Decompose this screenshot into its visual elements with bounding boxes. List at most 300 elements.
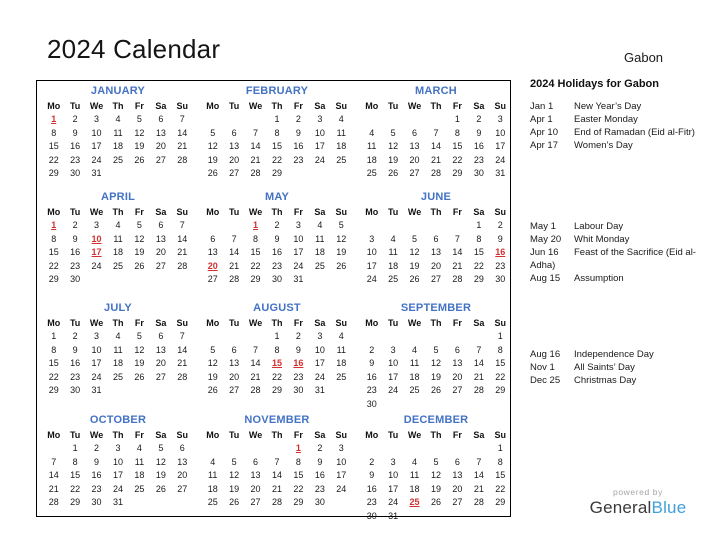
weekday-label: Mo	[206, 207, 220, 217]
date-cell: 10	[314, 127, 325, 138]
date-cell: 4	[136, 443, 142, 453]
empty-cell	[202, 113, 223, 127]
date-cell: 28	[177, 154, 188, 165]
date-cell: 8	[51, 127, 57, 138]
date-cell: 15	[70, 470, 81, 480]
weekday-label: Fr	[134, 207, 144, 217]
month-title: MARCH	[415, 85, 457, 97]
date-cell: 21	[473, 371, 484, 382]
holiday-item-name: All Saints’ Day	[574, 362, 635, 373]
date-cell: 13	[229, 141, 240, 151]
date-cell: 23	[293, 154, 304, 165]
country-label: Gabon	[624, 50, 664, 65]
date-cell: 15	[473, 247, 484, 257]
date-cell: 7	[253, 344, 259, 355]
date-cell: 10	[91, 344, 102, 355]
date-cell: 21	[177, 247, 188, 257]
weekday-label: Th	[271, 430, 283, 440]
date-cell: 9	[369, 358, 375, 368]
date-cell: 8	[497, 344, 503, 355]
date-cell: 23	[70, 154, 81, 165]
date-cell: 16	[366, 483, 377, 494]
date-cell: 23	[473, 154, 484, 165]
date-cell: 21	[177, 358, 188, 368]
date-cell: 26	[134, 154, 145, 165]
date-cell: 28	[473, 385, 484, 395]
date-cell: 26	[207, 168, 218, 178]
date-cell: 1	[274, 331, 280, 341]
weekday-label: We	[89, 430, 104, 440]
date-cell: 31	[91, 168, 102, 178]
month-september	[361, 301, 511, 413]
date-cell: 27	[155, 154, 166, 165]
holiday-item-date: Jan 1	[530, 101, 554, 112]
weekday-label: Mo	[47, 207, 61, 217]
date-cell: 18	[207, 483, 218, 494]
date-cell: 18	[314, 247, 325, 257]
date-cell: 14	[177, 344, 188, 355]
date-cell: 29	[48, 168, 59, 178]
empty-cell	[382, 219, 403, 233]
date-cell: 29	[293, 497, 304, 507]
empty-cell	[245, 330, 266, 344]
date-cell: 24	[293, 260, 304, 271]
date-cell: 6	[433, 233, 439, 244]
weekday-label: We	[89, 207, 104, 217]
date-cell: 18	[409, 483, 420, 494]
date-cell: 5	[390, 127, 396, 138]
date-cell: 15	[495, 358, 506, 368]
date-cell: 3	[94, 114, 100, 124]
date-cell: 14	[452, 247, 463, 257]
date-cell: 18	[409, 371, 420, 382]
weekday-label: Tu	[387, 318, 399, 328]
weekday-label: Fr	[134, 101, 144, 111]
month-grid	[361, 205, 511, 287]
date-cell: 17	[293, 247, 304, 257]
date-cell: 19	[134, 141, 145, 151]
weekday-label: Su	[494, 101, 507, 111]
holiday-item-name: Whit Monday	[574, 234, 630, 245]
date-cell: 29	[452, 168, 463, 178]
date-cell: 7	[476, 456, 482, 467]
date-cell: 6	[454, 344, 460, 355]
month-title: JULY	[104, 302, 132, 314]
date-cell: 15	[495, 470, 506, 480]
date-cell: 2	[369, 456, 375, 467]
weekday-label: Fr	[452, 101, 462, 111]
month-title: JUNE	[420, 191, 452, 203]
date-cell: 18	[112, 141, 123, 151]
date-cell: 29	[495, 497, 506, 507]
empty-cell	[223, 219, 244, 233]
date-cell: 9	[94, 456, 100, 467]
date-cell: 7	[179, 220, 185, 230]
date-cell: 3	[390, 456, 396, 467]
date-cell: 27	[155, 371, 166, 382]
date-cell: 23	[70, 371, 81, 382]
date-cell: 29	[70, 497, 81, 507]
date-cell: 10	[388, 358, 399, 368]
date-cell: 25	[112, 260, 123, 271]
date-cell: 1	[72, 443, 78, 453]
weekday-label: Sa	[314, 101, 326, 111]
date-cell: 10	[336, 456, 347, 467]
month-grid	[202, 316, 352, 398]
date-cell: 19	[229, 483, 240, 494]
date-cell: 22	[48, 260, 59, 271]
weekday-label: Th	[430, 207, 442, 217]
weekday-label: Mo	[365, 318, 379, 328]
month-title: NOVEMBER	[244, 414, 310, 426]
brand-blue: Blue	[651, 498, 687, 517]
weekday-label: Th	[430, 430, 442, 440]
holiday-item-name: Feast of the Sacrifice (Eid al-Adha)	[530, 247, 696, 271]
date-cell: 7	[274, 456, 280, 467]
date-cell: 13	[430, 247, 441, 257]
date-cell: 11	[315, 233, 325, 244]
date-cell: 21	[473, 483, 484, 494]
weekday-label: Sa	[314, 430, 326, 440]
date-cell: 16	[473, 141, 484, 151]
weekday-label: Th	[112, 318, 124, 328]
weekday-label: Mo	[206, 101, 220, 111]
weekday-label: Tu	[69, 430, 81, 440]
empty-cell	[223, 442, 244, 456]
date-cell: 8	[454, 127, 460, 138]
date-cell: 8	[51, 344, 57, 355]
holiday-date-cell: 1	[51, 114, 57, 124]
date-cell: 17	[388, 371, 399, 382]
holiday-group	[530, 348, 708, 387]
date-cell: 8	[274, 344, 280, 355]
date-cell: 31	[314, 385, 325, 395]
weekday-label: Mo	[47, 101, 61, 111]
date-cell: 29	[271, 168, 282, 178]
date-cell: 14	[473, 470, 484, 480]
date-cell: 23	[293, 371, 304, 382]
month-july	[43, 301, 193, 413]
holiday-item	[530, 126, 708, 139]
date-cell: 26	[155, 483, 166, 494]
date-cell: 30	[271, 274, 282, 284]
weekday-label: Th	[271, 101, 283, 111]
date-cell: 11	[336, 344, 346, 355]
date-cell: 20	[155, 358, 166, 368]
date-cell: 21	[250, 154, 261, 165]
weekday-label: Th	[112, 430, 124, 440]
date-cell: 12	[207, 141, 218, 151]
date-cell: 5	[231, 456, 237, 467]
date-cell: 7	[433, 127, 439, 138]
date-cell: 20	[229, 371, 240, 382]
date-cell: 3	[115, 443, 121, 453]
date-cell: 12	[430, 358, 441, 368]
date-cell: 24	[314, 154, 325, 165]
month-grid	[202, 99, 352, 181]
weekday-label: Sa	[473, 101, 485, 111]
empty-cell	[382, 442, 403, 456]
date-cell: 22	[250, 260, 261, 271]
weekday-label: Tu	[387, 101, 399, 111]
holiday-item-date: Apr 17	[530, 140, 558, 151]
month-november	[202, 413, 352, 517]
weekday-label: Su	[335, 101, 348, 111]
date-cell: 19	[336, 247, 347, 257]
calendar-box	[36, 80, 511, 521]
date-cell: 3	[94, 331, 100, 341]
date-cell: 26	[229, 497, 240, 507]
date-cell: 8	[253, 233, 259, 244]
date-cell: 20	[250, 483, 261, 494]
date-cell: 3	[317, 114, 323, 124]
date-cell: 6	[454, 456, 460, 467]
month-august	[202, 301, 352, 413]
weekday-label: Tu	[228, 207, 240, 217]
date-cell: 25	[336, 371, 347, 382]
date-cell: 14	[48, 470, 59, 480]
date-cell: 25	[314, 260, 325, 271]
empty-cell	[266, 442, 287, 456]
date-cell: 10	[495, 127, 506, 138]
date-cell: 7	[179, 114, 185, 124]
date-cell: 4	[338, 331, 344, 341]
generalblue-logo	[583, 498, 693, 518]
date-cell: 29	[473, 274, 484, 284]
date-cell: 19	[134, 247, 145, 257]
date-cell: 28	[430, 168, 441, 178]
date-cell: 27	[430, 274, 441, 284]
date-cell: 18	[134, 470, 145, 480]
weekday-label: We	[407, 430, 422, 440]
date-cell: 7	[51, 456, 57, 467]
date-cell: 23	[366, 497, 377, 507]
empty-cell	[404, 113, 425, 127]
date-cell: 5	[433, 456, 439, 467]
date-cell: 19	[207, 371, 218, 382]
date-cell: 3	[338, 443, 344, 453]
date-cell: 24	[366, 274, 377, 284]
date-cell: 10	[314, 344, 325, 355]
holidays-sidebar-title: 2024 Holidays for Gabon	[530, 78, 659, 90]
weekday-label: Fr	[293, 430, 303, 440]
date-cell: 7	[179, 331, 185, 341]
date-cell: 13	[155, 127, 166, 138]
date-cell: 20	[430, 260, 441, 271]
date-cell: 26	[430, 385, 441, 395]
date-cell: 27	[452, 385, 463, 395]
date-cell: 7	[253, 127, 259, 138]
month-april	[43, 190, 193, 301]
date-cell: 9	[72, 127, 78, 138]
weekday-label: Su	[494, 207, 507, 217]
date-cell: 14	[430, 141, 441, 151]
holiday-item-name: Labour Day	[574, 221, 624, 232]
weekday-label: Sa	[314, 207, 326, 217]
date-cell: 11	[336, 127, 346, 138]
month-june	[361, 190, 511, 301]
date-cell: 27	[229, 385, 240, 395]
footer-logo[interactable]	[583, 487, 693, 518]
weekday-label: Mo	[365, 101, 379, 111]
date-cell: 3	[295, 220, 301, 230]
date-cell: 16	[314, 470, 325, 480]
date-cell: 28	[452, 274, 463, 284]
date-cell: 16	[70, 358, 81, 368]
date-cell: 17	[314, 358, 325, 368]
date-cell: 28	[229, 274, 240, 284]
weekday-label: Mo	[365, 430, 379, 440]
date-cell: 17	[495, 141, 506, 151]
date-cell: 1	[497, 443, 503, 453]
weekday-label: Su	[335, 207, 348, 217]
date-cell: 24	[388, 497, 399, 507]
weekday-label: Tu	[228, 318, 240, 328]
date-cell: 18	[336, 358, 347, 368]
date-cell: 2	[369, 344, 375, 355]
date-cell: 13	[177, 456, 188, 467]
date-cell: 12	[155, 456, 166, 467]
date-cell: 20	[452, 371, 463, 382]
date-cell: 27	[409, 168, 420, 178]
weekday-label: Fr	[293, 318, 303, 328]
date-cell: 12	[336, 233, 347, 244]
date-cell: 19	[134, 358, 145, 368]
month-grid	[202, 428, 352, 510]
date-cell: 3	[369, 233, 375, 244]
date-cell: 3	[390, 344, 396, 355]
holiday-date-cell: 16	[495, 247, 506, 257]
date-cell: 6	[231, 127, 237, 138]
date-cell: 17	[112, 470, 123, 480]
weekday-label: Tu	[69, 207, 81, 217]
date-cell: 5	[338, 220, 344, 230]
weekday-label: Fr	[293, 207, 303, 217]
date-cell: 11	[113, 344, 123, 355]
holiday-date-cell: 16	[293, 358, 304, 368]
month-grid	[361, 99, 511, 181]
holiday-item-name: Easter Monday	[574, 114, 638, 125]
date-cell: 2	[295, 114, 301, 124]
date-cell: 6	[412, 127, 418, 138]
empty-cell	[404, 442, 425, 456]
date-cell: 24	[495, 154, 506, 165]
date-cell: 22	[452, 154, 463, 165]
empty-cell	[361, 113, 382, 127]
date-cell: 8	[497, 456, 503, 467]
weekday-label: Fr	[452, 430, 462, 440]
date-cell: 24	[91, 371, 102, 382]
holiday-date-cell: 25	[409, 497, 420, 507]
weekday-label: Fr	[452, 318, 462, 328]
date-cell: 25	[112, 154, 123, 165]
weekday-label: Th	[430, 101, 442, 111]
date-cell: 2	[72, 114, 78, 124]
date-cell: 28	[250, 168, 261, 178]
holiday-group	[530, 100, 708, 152]
date-cell: 17	[91, 358, 102, 368]
date-cell: 2	[497, 220, 503, 230]
date-cell: 2	[476, 114, 482, 124]
weekday-label: Sa	[155, 207, 167, 217]
date-cell: 18	[366, 154, 377, 165]
holiday-item-date: Apr 10	[530, 127, 558, 138]
weekday-label: Th	[271, 318, 283, 328]
date-cell: 16	[293, 141, 304, 151]
date-cell: 9	[317, 456, 323, 467]
month-grid	[43, 316, 193, 398]
date-cell: 16	[91, 470, 102, 480]
month-title: FEBRUARY	[245, 85, 309, 97]
holiday-item-name: End of Ramadan (Eid al-Fitr)	[574, 127, 695, 138]
date-cell: 31	[293, 274, 304, 284]
weekday-label: Sa	[155, 318, 167, 328]
empty-cell	[382, 330, 403, 344]
date-cell: 22	[293, 483, 304, 494]
weekday-label: Fr	[134, 318, 144, 328]
date-cell: 29	[271, 385, 282, 395]
empty-cell	[245, 442, 266, 456]
date-cell: 2	[317, 443, 323, 453]
date-cell: 13	[207, 247, 218, 257]
date-cell: 6	[158, 114, 164, 124]
date-cell: 8	[295, 456, 301, 467]
date-cell: 19	[430, 371, 441, 382]
date-cell: 27	[155, 260, 166, 271]
date-cell: 12	[430, 470, 441, 480]
date-cell: 9	[497, 233, 503, 244]
date-cell: 19	[430, 483, 441, 494]
date-cell: 30	[366, 398, 377, 409]
month-grid	[43, 99, 193, 181]
date-cell: 23	[91, 483, 102, 494]
date-cell: 29	[495, 385, 506, 395]
date-cell: 15	[293, 470, 304, 480]
date-cell: 27	[250, 497, 261, 507]
holiday-item-date: Jun 16	[530, 247, 559, 258]
date-cell: 11	[208, 470, 218, 480]
empty-cell	[404, 330, 425, 344]
holiday-item-date: Aug 15	[530, 273, 561, 284]
empty-cell	[425, 219, 446, 233]
holiday-date-cell: 1	[295, 443, 301, 453]
date-cell: 13	[409, 141, 420, 151]
holiday-item	[530, 233, 708, 246]
date-cell: 9	[476, 127, 482, 138]
date-cell: 30	[495, 274, 506, 284]
date-cell: 2	[72, 331, 78, 341]
weekday-label: Mo	[47, 430, 61, 440]
weekday-label: Su	[494, 430, 507, 440]
date-cell: 12	[134, 233, 145, 244]
date-cell: 13	[452, 358, 463, 368]
date-cell: 21	[430, 154, 441, 165]
date-cell: 19	[155, 470, 166, 480]
date-cell: 20	[229, 154, 240, 165]
date-cell: 20	[155, 141, 166, 151]
date-cell: 16	[70, 247, 81, 257]
empty-cell	[404, 219, 425, 233]
empty-cell	[425, 442, 446, 456]
month-title: JANUARY	[90, 85, 146, 97]
weekday-label: Sa	[155, 101, 167, 111]
weekday-label: Mo	[365, 207, 379, 217]
date-cell: 26	[134, 371, 145, 382]
date-cell: 23	[366, 385, 377, 395]
weekday-label: Tu	[228, 101, 240, 111]
date-cell: 16	[366, 371, 377, 382]
month-title: DECEMBER	[403, 414, 469, 426]
